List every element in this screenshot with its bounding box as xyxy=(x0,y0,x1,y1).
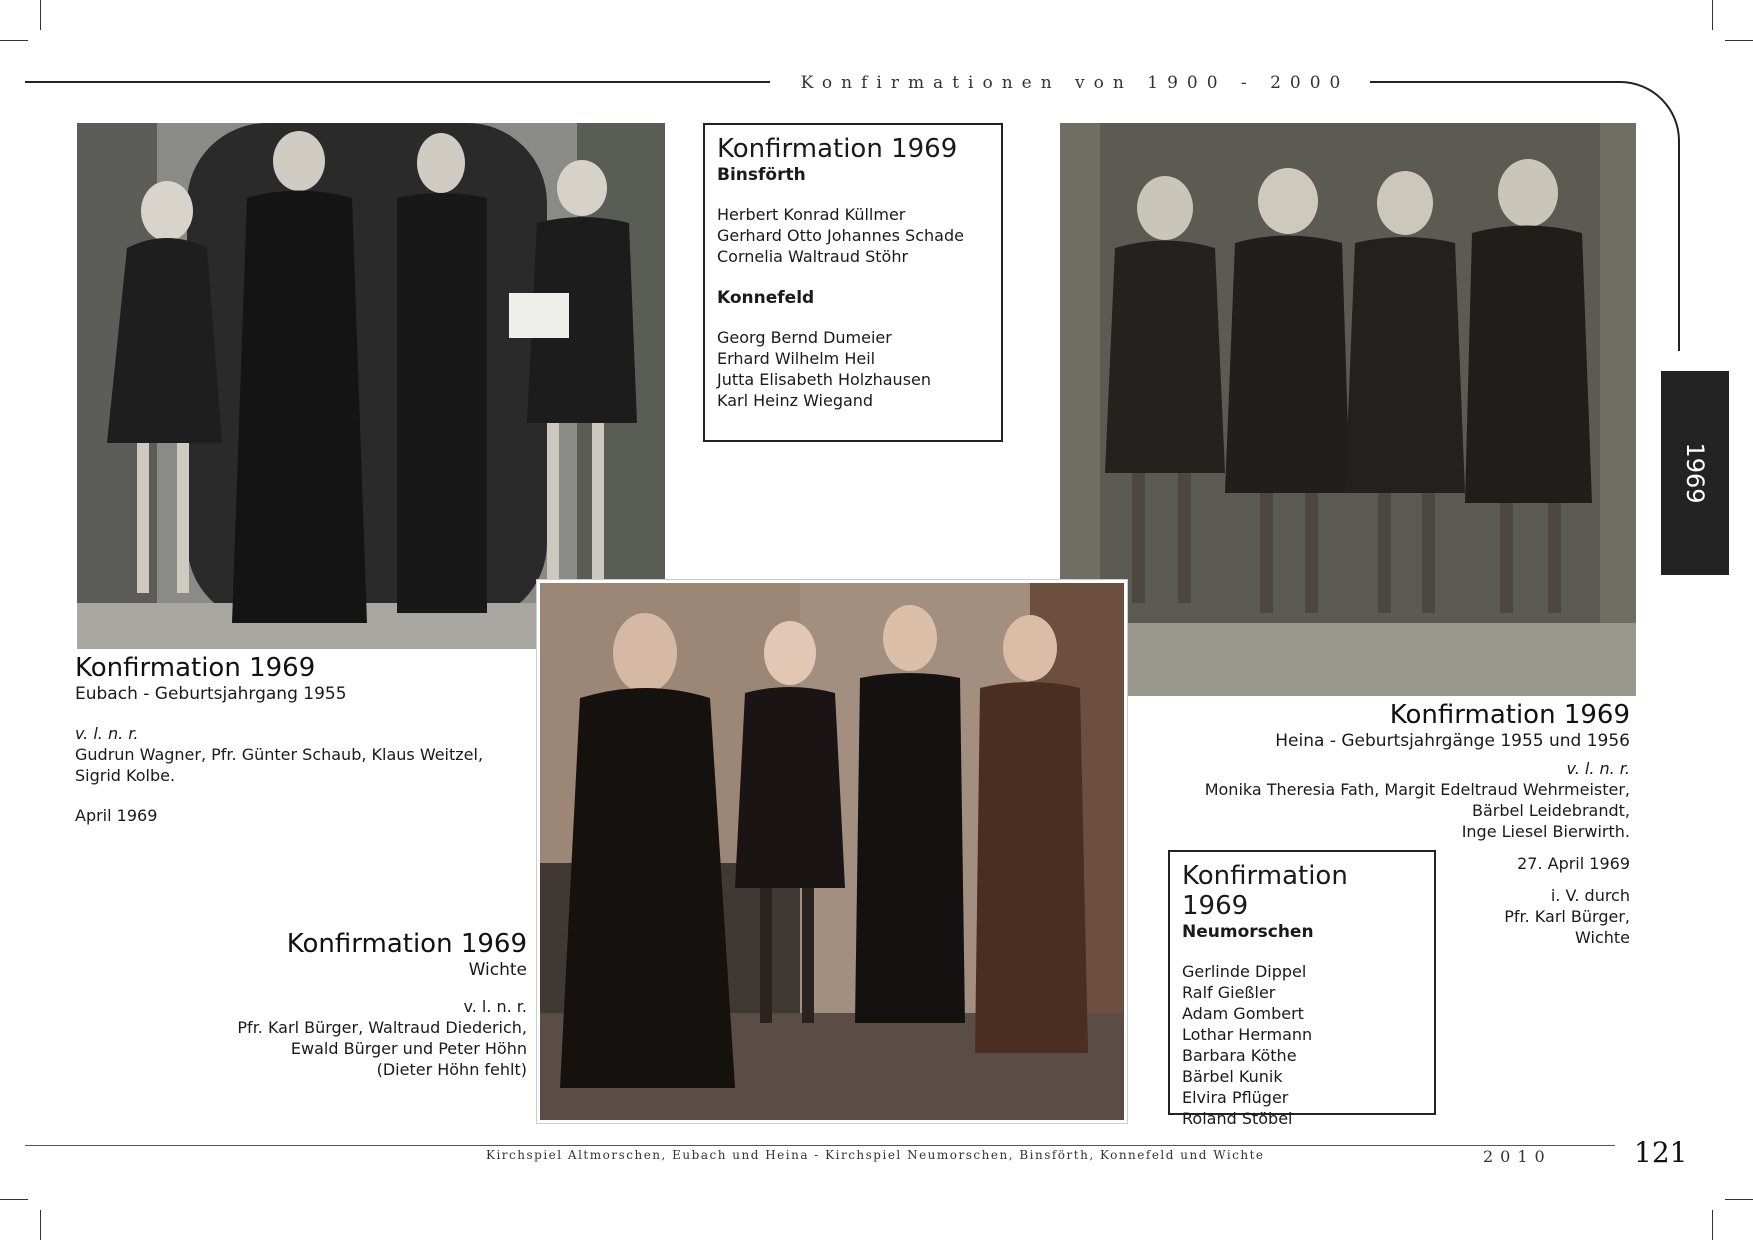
header-rule xyxy=(25,81,770,83)
caption-note: i. V. durch xyxy=(1550,886,1630,905)
box-neumorschen xyxy=(1168,850,1436,1128)
list-item: Gerlinde Dippel xyxy=(1182,962,1307,981)
name-list-konnefeld xyxy=(717,327,989,411)
year-tab xyxy=(1661,371,1729,575)
photo-wichte-image xyxy=(540,583,1124,1120)
crop-mark xyxy=(40,0,41,30)
crop-mark xyxy=(0,1199,28,1200)
caption-vlnr: v. l. n. r. xyxy=(1566,759,1630,778)
header-rule xyxy=(1370,81,1585,83)
caption-vlnr: v. l. n. r. xyxy=(463,997,527,1016)
list-item: Cornelia Waltraud Stöhr xyxy=(717,247,909,266)
running-footer: Kirchspiel Altmorschen, Eubach und Heina - Kirchspiel Neumorschen, Binsförth, Konnefeld und Wichte xyxy=(486,1148,1265,1162)
list-item: Georg Bernd Dumeier xyxy=(717,328,892,347)
caption-title: Konfirmation 1969 xyxy=(286,929,527,959)
crop-mark xyxy=(40,1210,41,1240)
photo-eubach-image xyxy=(77,123,665,649)
caption-title: Konfirmation 1969 xyxy=(1389,700,1630,730)
list-item: Lothar Hermann xyxy=(1182,1025,1313,1044)
box-title: Konfirmation 1969 xyxy=(717,134,958,164)
year-tab-label: 1969 xyxy=(1681,442,1709,504)
caption-names: Gudrun Wagner, Pfr. Günter Schaub, Klaus Weitzel, xyxy=(75,745,484,764)
caption-note: Wichte xyxy=(1575,928,1630,947)
list-item: Adam Gombert xyxy=(1182,1004,1304,1023)
list-item: Erhard Wilhelm Heil xyxy=(717,349,876,368)
caption-note: Pfr. Karl Bürger, xyxy=(1504,907,1630,926)
box-binsfoerth-konnefeld xyxy=(703,123,1003,442)
page-number: 121 xyxy=(1634,1136,1688,1169)
caption-vlnr: v. l. n. r. xyxy=(75,724,139,743)
caption-wichte xyxy=(150,929,527,1080)
list-item: Karl Heinz Wiegand xyxy=(717,391,874,410)
list-item: Bärbel Kunik xyxy=(1182,1067,1283,1086)
list-item: Herbert Konrad Küllmer xyxy=(717,205,906,224)
list-item: Roland Stöbel xyxy=(1182,1109,1293,1128)
caption-names: Bärbel Leidebrandt, xyxy=(1471,801,1630,820)
caption-title: Konfirmation 1969 xyxy=(75,653,316,683)
caption-names: Sigrid Kolbe. xyxy=(75,766,176,785)
caption-names: Pfr. Karl Bürger, Waltraud Diederich, xyxy=(237,1018,527,1037)
crop-mark xyxy=(1725,1199,1753,1200)
name-list-binsfoerth xyxy=(717,204,989,267)
box-section-neumorschen: Neumorschen xyxy=(1182,922,1314,942)
footer-year: 2010 xyxy=(1483,1147,1552,1166)
box-section-konnefeld: Konnefeld xyxy=(717,288,815,308)
crop-mark xyxy=(1712,0,1713,30)
box-section-binsfoerth: Binsförth xyxy=(717,165,806,185)
photo-heina-image xyxy=(1060,123,1636,696)
box-title: Konfirmation 1969 xyxy=(1182,861,1348,921)
photo-eubach xyxy=(77,123,665,649)
caption-date: April 1969 xyxy=(75,806,158,825)
caption-names: Monika Theresia Fath, Margit Edeltraud Wehrmeister, xyxy=(1204,780,1630,799)
caption-names: (Dieter Höhn fehlt) xyxy=(376,1060,527,1079)
footer-rule xyxy=(25,1145,1615,1146)
list-item: Barbara Köthe xyxy=(1182,1046,1297,1065)
crop-mark xyxy=(1712,1210,1713,1240)
list-item: Ralf Gießler xyxy=(1182,983,1276,1002)
crop-mark xyxy=(0,40,28,41)
running-header: Konfirmationen von 1900 - 2000 xyxy=(800,73,1350,93)
list-item: Jutta Elisabeth Holzhausen xyxy=(717,370,932,389)
crop-mark xyxy=(1725,40,1753,41)
caption-eubach xyxy=(75,653,545,826)
caption-names: Ewald Bürger und Peter Höhn xyxy=(290,1039,527,1058)
caption-subtitle: Wichte xyxy=(468,960,527,980)
name-list-neumorschen xyxy=(1182,961,1422,1129)
list-item: Elvira Pflüger xyxy=(1182,1088,1289,1107)
photo-wichte xyxy=(537,580,1127,1123)
caption-subtitle: Heina - Geburtsjahrgänge 1955 und 1956 xyxy=(1275,731,1630,751)
photo-heina xyxy=(1060,123,1636,696)
caption-names: Inge Liesel Bierwirth. xyxy=(1461,822,1630,841)
caption-date: 27. April 1969 xyxy=(1517,854,1630,873)
list-item: Gerhard Otto Johannes Schade xyxy=(717,226,964,245)
caption-subtitle: Eubach - Geburtsjahrgang 1955 xyxy=(75,684,347,704)
